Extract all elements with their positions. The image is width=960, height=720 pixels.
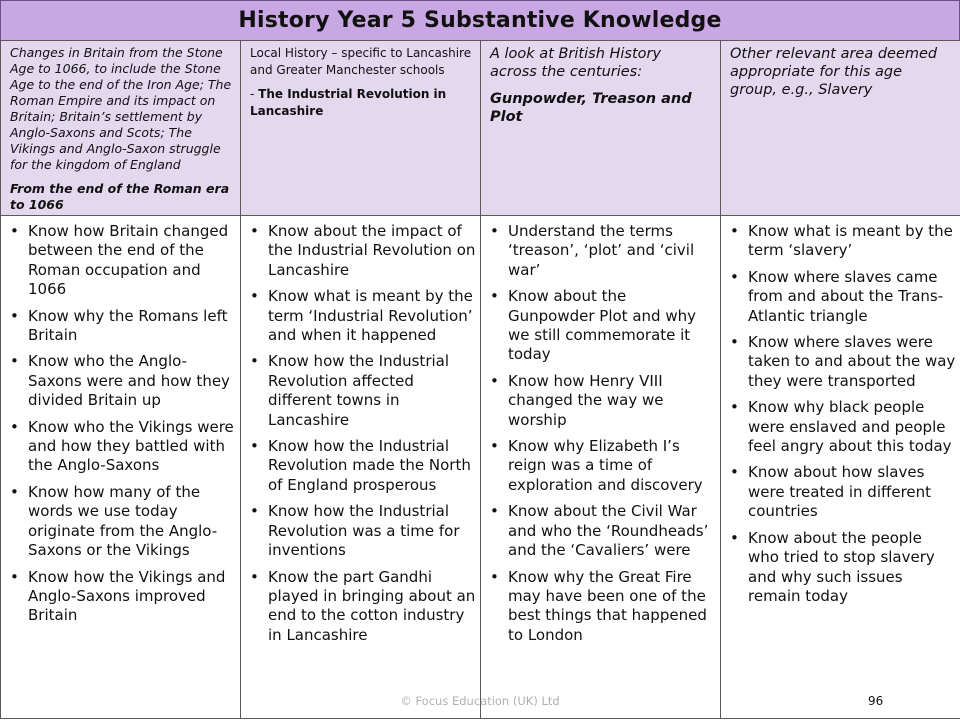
header-row	[1, 41, 960, 216]
list-item: • Know about the impact of the Industrial Revolution on Lancashire	[268, 222, 476, 280]
header-dash: -	[250, 87, 259, 101]
list-item: • Know how many of the words we use today originate from the Anglo-Saxons or the Vikings	[28, 483, 236, 561]
list-item: • Know where slaves were taken to and about the way they were transported	[748, 333, 956, 391]
list-item: • Know how the Vikings and Anglo-Saxons improved Britain	[28, 568, 236, 626]
list-item: • Know what is meant by the term ‘Industrial Revolution’ and when it happened	[268, 287, 476, 345]
list-item: • Know how the Industrial Revolution made the North of England prosperous	[268, 437, 476, 495]
content-cell-2	[241, 216, 481, 719]
content-row	[1, 216, 960, 719]
knowledge-table	[0, 40, 960, 719]
header-focus: Gunpowder, Treason and Plot	[490, 91, 692, 125]
list-item: • Know why the Romans left Britain	[28, 307, 236, 346]
list-item: • Know about the Gunpowder Plot and why we still commemorate it today	[508, 287, 716, 365]
header-cell-3	[481, 41, 721, 216]
list-item: • Know how Henry VIII changed the way we worship	[508, 372, 716, 430]
list-item: • Know who the Vikings were and how they battled with the Anglo-Saxons	[28, 418, 236, 476]
list-item: • Know why black people were enslaved and people feel angry about this today	[748, 398, 956, 456]
knowledge-list	[1, 216, 240, 626]
list-item: • Know about how slaves were treated in different countries	[748, 463, 956, 521]
list-item: • Know how the Industrial Revolution was a time for inventions	[268, 502, 476, 560]
list-item: • Understand the terms ‘treason’, ‘plot’ and ‘civil war’	[508, 222, 716, 280]
list-item: • Know how the Industrial Revolution affected different towns in Lancashire	[268, 352, 476, 430]
content-cell-4	[721, 216, 960, 719]
content-cell-3	[481, 216, 721, 719]
header-cell-4	[721, 41, 960, 216]
page-title: History Year 5 Substantive Knowledge	[238, 8, 722, 33]
list-item: • Know about the Civil War and who the ‘Roundheads’ and the ‘Cavaliers’ were	[508, 502, 716, 560]
list-item: • Know about the people who tried to stop slavery and why such issues remain today	[748, 529, 956, 607]
header-focus: The Industrial Revolution in Lancashire	[250, 87, 447, 118]
list-item: • Know what is meant by the term ‘slavery’	[748, 222, 956, 261]
page-number: 96	[868, 694, 884, 708]
header-description: A look at British History across the centuries:	[490, 46, 662, 80]
header-description: Other relevant area deemed appropriate for this age group, e.g., Slavery	[730, 46, 938, 98]
knowledge-list	[481, 216, 720, 645]
list-item: • Know how Britain changed between the end of the Roman occupation and 1066	[28, 222, 236, 300]
copyright-footer: © Focus Education (UK) Ltd	[400, 694, 560, 708]
header-cell-1	[1, 41, 241, 216]
header-description: Local History – specific to Lancashire and Greater Manchester schools	[250, 46, 472, 77]
title-bar	[0, 0, 960, 41]
list-item: • Know where slaves came from and about the Trans-Atlantic triangle	[748, 268, 956, 326]
header-focus-line	[250, 86, 472, 119]
header-focus: From the end of the Roman era to 1066	[10, 181, 230, 212]
list-item: • Know the part Gandhi played in bringing about an end to the cotton industry in Lancashire	[268, 568, 476, 646]
header-cell-2	[241, 41, 481, 216]
header-description: Changes in Britain from the Stone Age to 1066, to include the Stone Age to the end of the Iron Age; The Roman Empire and its impact on Britain; Britain’s settlement by Anglo-Saxons and Scots; The Vikings and Anglo-Saxon struggle for the kingdom of England	[10, 45, 232, 172]
list-item: • Know why Elizabeth I’s reign was a time of exploration and discovery	[508, 437, 716, 495]
list-item: • Know who the Anglo-Saxons were and how they divided Britain up	[28, 352, 236, 410]
list-item: • Know why the Great Fire may have been one of the best things that happened to London	[508, 568, 716, 646]
content-cell-1	[1, 216, 241, 719]
knowledge-list	[241, 216, 480, 645]
knowledge-list	[721, 216, 960, 606]
